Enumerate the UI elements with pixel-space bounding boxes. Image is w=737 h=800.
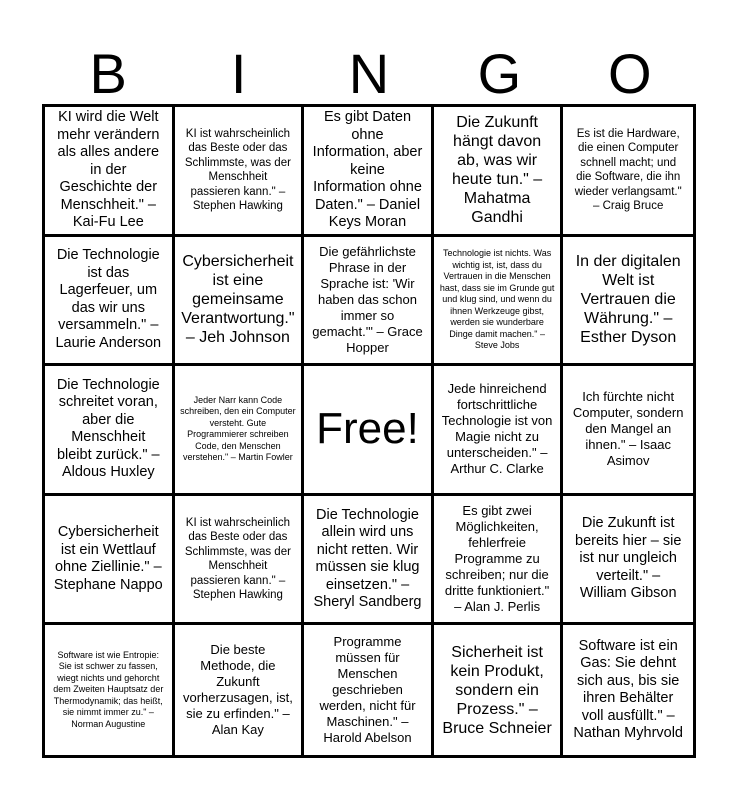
bingo-cell[interactable] <box>45 496 175 626</box>
bingo-cell[interactable] <box>434 366 564 496</box>
cell-text: Es ist die Hardware, die einen Computer schnell macht; und die Software, die ihn wieder verlangsamt." – Craig Bruce <box>574 127 682 213</box>
cell-text: Software ist ein Gas: Sie dehnt sich aus, bis sie ihren Behälter voll ausfüllt." – Nathan Myhrvold <box>573 637 683 742</box>
cell-text: Die Zukunft hängt davon ab, was wir heute tun." – Mahatma Gandhi <box>451 114 543 227</box>
cell-text: Die gefährlichste Phrase in der Sprache ist: 'Wir haben das schon immer so gemacht.'" – Grace Hopper <box>312 243 423 355</box>
bingo-cell[interactable] <box>45 237 175 367</box>
bingo-cell[interactable] <box>45 107 175 237</box>
free-space-label: Free! <box>316 404 419 454</box>
bingo-cell[interactable] <box>563 366 693 496</box>
bingo-cell[interactable] <box>45 625 175 755</box>
free-space-cell[interactable] <box>304 366 434 496</box>
bingo-cell[interactable] <box>434 496 564 626</box>
cell-text: In der digitalen Welt ist Vertrauen die Währung." – Esther Dyson <box>575 253 681 347</box>
cell-text: Software ist wie Entropie: Sie ist schwer zu fassen, wiegt nichts und gehorcht dem Zweiten Hauptsatz der Thermodynamik; das heißt, sie nimmt immer zu." – Norman Augustine <box>53 649 164 729</box>
bingo-board <box>42 104 696 758</box>
bingo-cell[interactable] <box>563 625 693 755</box>
bingo-cell[interactable] <box>175 496 305 626</box>
bingo-cell[interactable] <box>434 625 564 755</box>
cell-text: Die Technologie schreitet voran, aber die Menschheit bleibt zurück." – Aldous Huxley <box>56 376 160 481</box>
cell-text: Sicherheit ist kein Produkt, sondern ein Prozess." – Bruce Schneier <box>442 643 552 737</box>
bingo-cell[interactable] <box>434 237 564 367</box>
cell-text: Die Zukunft ist bereits hier – sie ist nur ungleich verteilt." – William Gibson <box>575 515 682 602</box>
header-letter-o: O <box>608 42 652 105</box>
cell-text: Die beste Methode, die Zukunft vorherzusagen, ist, sie zu erfinden." – Alan Kay <box>182 642 293 738</box>
cell-text: Cybersicherheit ist eine gemeinsame Verantwortung." – Jeh Johnson <box>181 253 295 347</box>
bingo-cell[interactable] <box>304 237 434 367</box>
cell-text: KI wird die Welt mehr verändern als alles andere in der Geschichte der Menschheit." – Kai-Fu Lee <box>57 109 160 231</box>
header-letter-b: B <box>89 42 127 105</box>
cell-text: Programme müssen für Menschen geschrieben werden, nicht für Maschinen." – Harold Abelson <box>319 634 416 746</box>
cell-text: Jede hinreichend fortschrittliche Technologie ist von Magie nicht zu unterscheiden." – Arthur C. Clarke <box>441 381 553 477</box>
bingo-cell[interactable] <box>304 496 434 626</box>
cell-text: KI ist wahrscheinlich das Beste oder das Schlimmste, was der Menschheit passieren kann." – Stephen Hawking <box>184 127 291 213</box>
bingo-cell[interactable] <box>175 107 305 237</box>
cell-text: KI ist wahrscheinlich das Beste oder das Schlimmste, was der Menschheit passieren kann." – Stephen Hawking <box>184 516 291 602</box>
cell-text: Technologie ist nichts. Was wichtig ist, ist, dass du Vertrauen in die Menschen hast, dass sie im Grunde gut und klug sind, und wenn du ihnen Werkzeuge gibst, werden sie wunderbare Dinge damit machen." – Steve Jobs <box>439 248 555 351</box>
bingo-cell[interactable] <box>175 625 305 755</box>
header-letter-n: N <box>348 42 390 105</box>
bingo-cell[interactable] <box>563 107 693 237</box>
header-letter-i: I <box>230 42 247 105</box>
bingo-cell[interactable] <box>304 625 434 755</box>
bingo-cell[interactable] <box>563 496 693 626</box>
bingo-cell[interactable] <box>175 366 305 496</box>
cell-text: Es gibt zwei Möglichkeiten, fehlerfreie Programme zu schreiben; nur die dritte funktioniert." – Alan J. Perlis <box>444 503 550 615</box>
bingo-header <box>43 42 695 105</box>
cell-text: Es gibt Daten ohne Information, aber keine Information ohne Daten." – Daniel Keys Moran <box>312 109 423 231</box>
cell-text: Ich fürchte nicht Computer, sondern den Mangel an ihnen." – Isaac Asimov <box>572 389 684 469</box>
header-letter-g: G <box>477 42 522 105</box>
bingo-cell[interactable] <box>434 107 564 237</box>
bingo-cell[interactable] <box>175 237 305 367</box>
bingo-cell[interactable] <box>304 107 434 237</box>
bingo-cell[interactable] <box>563 237 693 367</box>
cell-text: Cybersicherheit ist ein Wettlauf ohne Ziellinie." – Stephane Nappo <box>53 524 163 593</box>
cell-text: Die Technologie allein wird uns nicht retten. Wir müssen sie klug einsetzen." – Sheryl Sandberg <box>313 506 422 611</box>
bingo-cell[interactable] <box>45 366 175 496</box>
cell-text: Jeder Narr kann Code schreiben, den ein Computer versteht. Gute Programmierer schreiben Code, den Menschen verstehen." – Martin Fowler <box>180 394 296 463</box>
cell-text: Die Technologie ist das Lagerfeuer, um das wir uns versammeln." – Laurie Anderson <box>55 247 162 351</box>
